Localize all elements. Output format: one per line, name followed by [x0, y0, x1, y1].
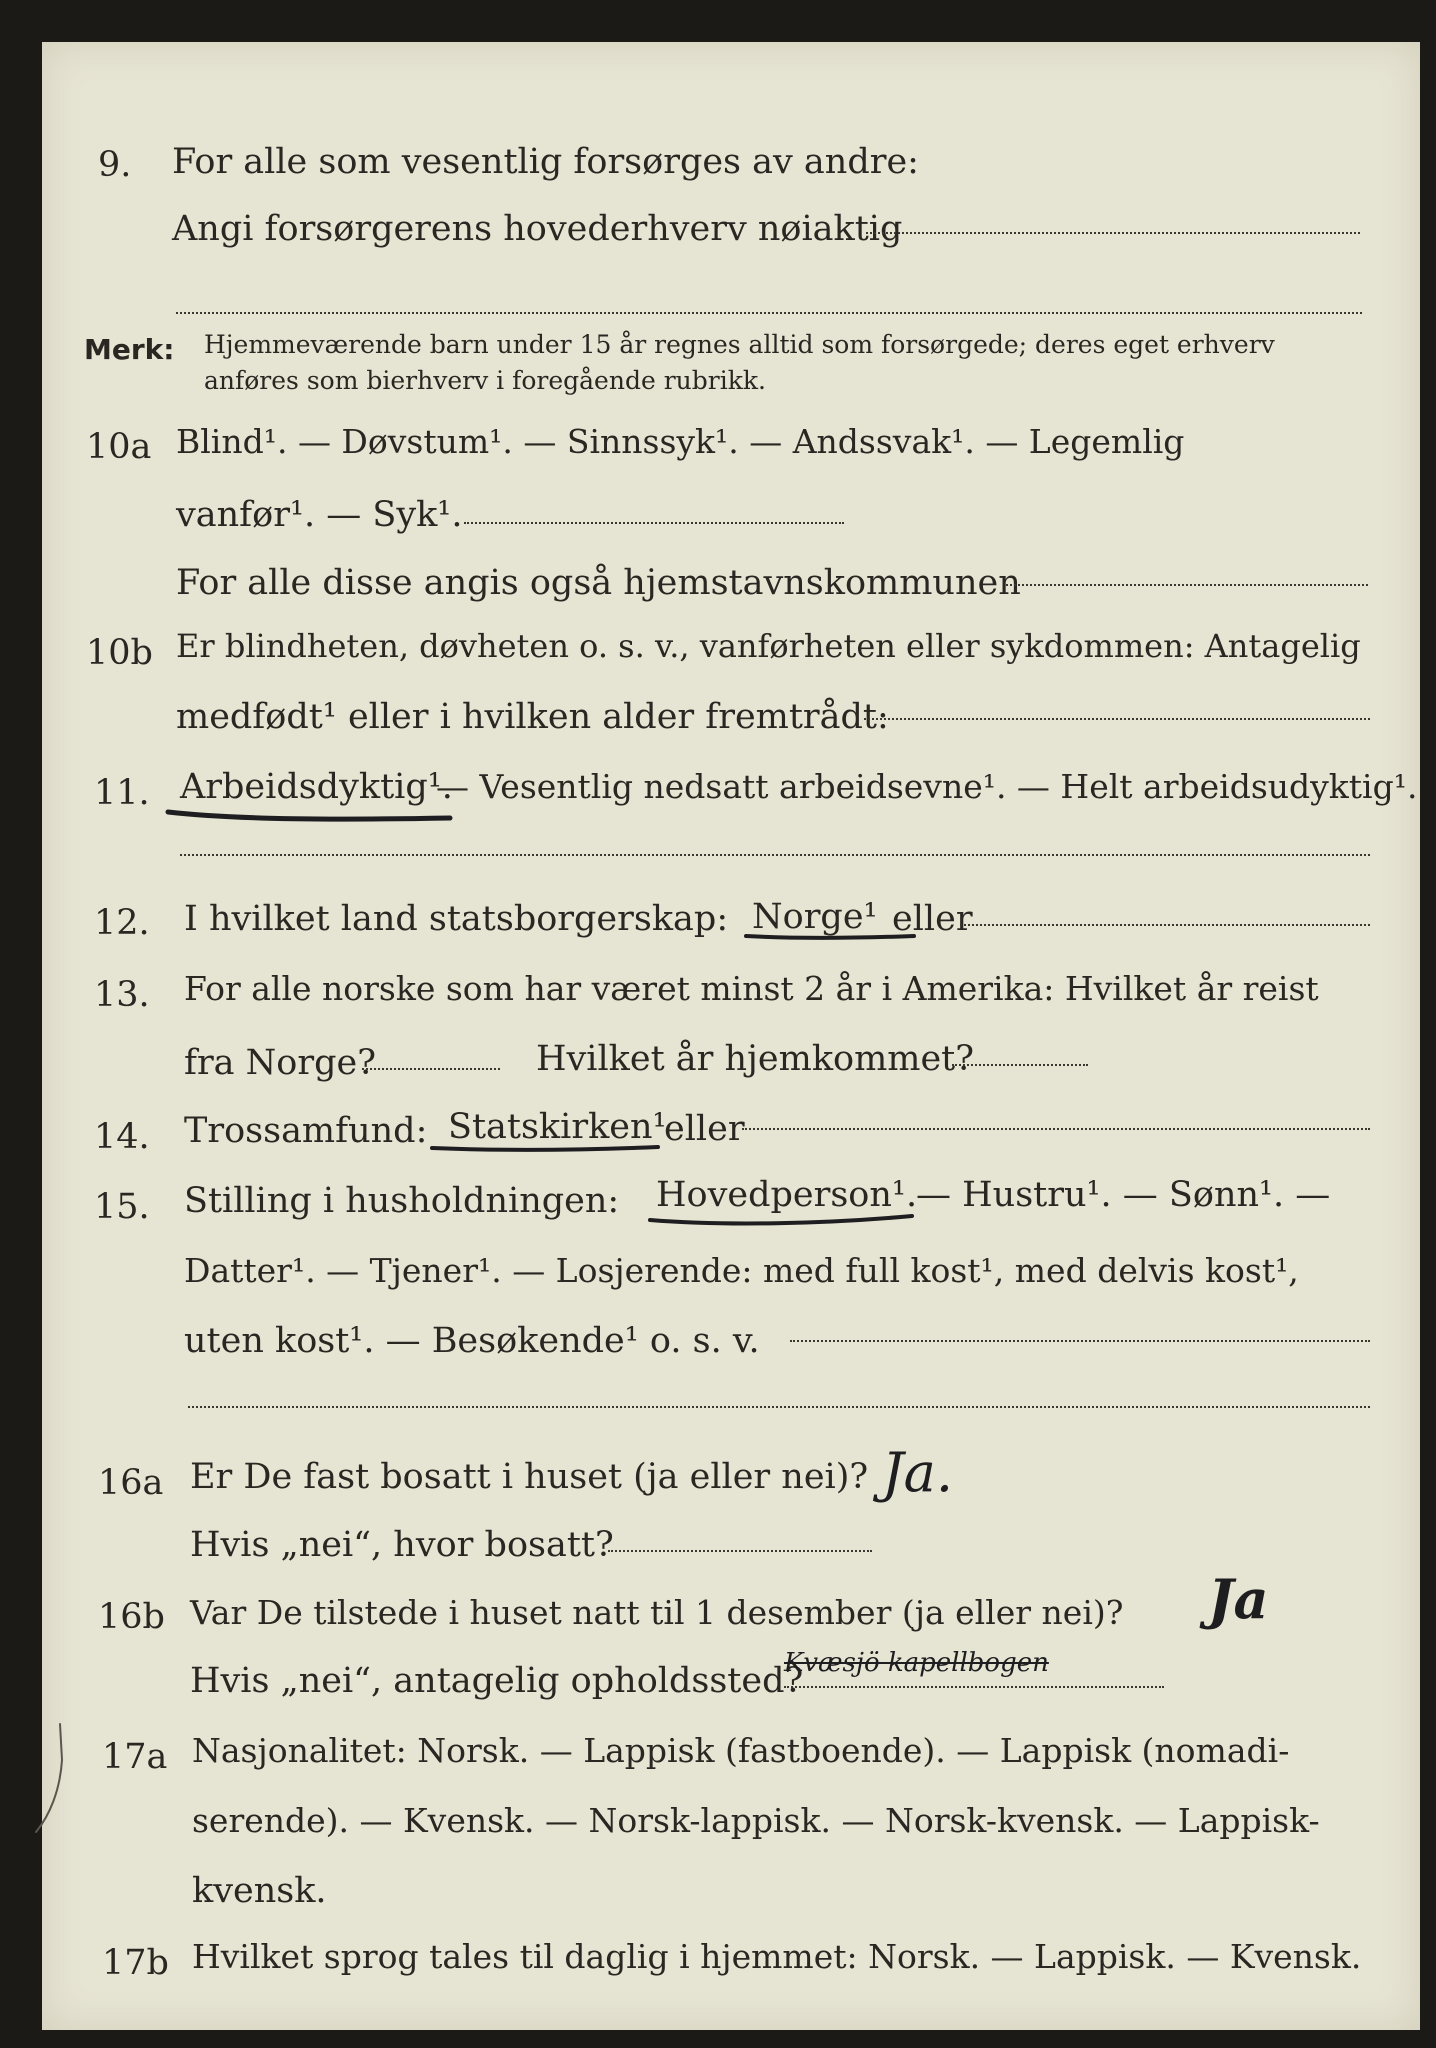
q11-other-options: — Vesentlig nedsatt arbeidsevne¹. — Helt arbeidsudyktig¹. [436, 767, 1418, 806]
q14-number: 14. [94, 1117, 150, 1157]
q17a-question: Nasjonalitet: Norsk. — Lappisk (fastboende). — Lappisk (nomadi- [192, 1731, 1290, 1770]
q17a-options-3: kvensk. [192, 1871, 327, 1911]
merk-note-line2: anføres som bierhverv i foregående rubrikk. [204, 366, 766, 395]
q13-left-label: fra Norge? [184, 1043, 376, 1083]
q14-option-statskirken[interactable]: Statskirken¹ [448, 1107, 667, 1147]
q12-number: 12. [94, 903, 150, 943]
q16b-where-line[interactable] [784, 1686, 1164, 1688]
q9-provider-label: Angi forsørgerens hovederhverv nøiaktig [172, 209, 903, 249]
q15-question: Stilling i husholdningen: [184, 1181, 620, 1221]
q16a-number: 16a [98, 1463, 164, 1503]
q17b-number: 17b [102, 1943, 169, 1983]
q10a-options-2: vanfør¹. — Syk¹. [176, 495, 463, 535]
q9-question: For alle som vesentlig forsørges av andre: [172, 142, 919, 182]
q15-number: 15. [94, 1187, 150, 1227]
q11-number: 11. [94, 773, 150, 813]
q12-underline-mark [740, 928, 920, 948]
merk-note-line1: Hjemmeværende barn under 15 år regnes alltid som forsørgede; deres eget erhverv [204, 330, 1275, 359]
q10b-number: 10b [86, 633, 153, 673]
q10a-home-municipality-label: For alle disse angis også hjemstavnskommunen [176, 563, 1021, 603]
q15-underline-mark [644, 1204, 924, 1234]
q16a-where-label: Hvis „nei“, hvor bosatt? [190, 1525, 614, 1565]
q13-returned-label: Hvilket år hjemkommet? [536, 1039, 975, 1079]
q17a-number: 17a [102, 1737, 168, 1777]
q9-number: 9. [98, 145, 132, 185]
q11-underline-mark [160, 800, 460, 830]
q11-option-arbeidsdyktig[interactable]: Arbeidsdyktig¹. [180, 767, 453, 807]
q12-answer-line[interactable] [960, 924, 1370, 926]
q15-options-2: Datter¹. — Tjener¹. — Losjerende: med full kost¹, med delvis kost¹, [184, 1251, 1299, 1290]
q15-options-1: — Hustru¹. — Sønn¹. — [916, 1175, 1331, 1215]
q15-answer-line[interactable] [790, 1340, 1370, 1342]
q11-answer-line[interactable] [180, 854, 1370, 856]
q16b-handwritten-answer: Ja [1208, 1567, 1269, 1631]
q17b-question: Hvilket sprog tales til daglig i hjemmet: Norsk. — Lappisk. — Kvensk. [192, 1937, 1362, 1976]
q10b-question-2: medfødt¹ eller i hvilken alder fremtrådt: [176, 697, 889, 737]
q13-question: For alle norske som har været minst 2 år i Amerika: Hvilket år reist [184, 969, 1319, 1008]
q12-question: I hvilket land statsborgerskap: [184, 899, 729, 939]
q13-number: 13. [94, 975, 150, 1015]
q14-answer-line[interactable] [742, 1128, 1370, 1130]
q14-question: Trossamfund: [184, 1111, 428, 1151]
q15-answer-line-2[interactable] [188, 1406, 1370, 1408]
q16a-handwritten-answer: Ja. [882, 1441, 954, 1504]
q10a-home-municipality-line[interactable] [1006, 584, 1368, 586]
q16b-where-label: Hvis „nei“, antagelig opholdssted? [190, 1661, 804, 1701]
q14-or-label: eller [664, 1109, 745, 1149]
q15-options-3: uten kost¹. — Besøkende¹ o. s. v. [184, 1321, 760, 1361]
q10b-question: Er blindheten, døvheten o. s. v., vanførheten eller sykdommen: Antagelig [176, 627, 1361, 665]
merk-label: Merk: [84, 333, 175, 366]
q16b-struck-answer: Kvæsjö kapellbogen [784, 1648, 1049, 1678]
q12-or-label: eller [892, 899, 973, 939]
q12-option-norge[interactable]: Norge¹ [752, 897, 878, 937]
q10a-number: 10a [86, 427, 152, 467]
q16b-question: Var De tilstede i huset natt til 1 desember (ja eller nei)? [190, 1593, 1124, 1632]
q9-answer-line-2[interactable] [176, 312, 1362, 314]
q13-returned-line[interactable] [952, 1064, 1088, 1066]
q14-underline-mark [426, 1140, 666, 1160]
q16a-where-line[interactable] [608, 1550, 872, 1552]
q13-year-left-line[interactable] [362, 1068, 500, 1070]
q16b-number: 16b [98, 1597, 165, 1637]
q17a-options-2: serende). — Kvensk. — Norsk-lappisk. — Norsk-kvensk. — Lappisk- [192, 1801, 1320, 1840]
q10a-answer-line[interactable] [464, 522, 844, 524]
q9-answer-line[interactable] [866, 232, 1360, 234]
q16a-question: Er De fast bosatt i huset (ja eller nei)? [190, 1457, 869, 1497]
q15-option-hovedperson[interactable]: Hovedperson¹. [656, 1175, 918, 1215]
q10b-answer-line[interactable] [864, 718, 1370, 720]
q10a-options: Blind¹. — Døvstum¹. — Sinnssyk¹. — Andssvak¹. — Legemlig [176, 422, 1185, 461]
margin-pencil-mark [30, 1720, 70, 1840]
